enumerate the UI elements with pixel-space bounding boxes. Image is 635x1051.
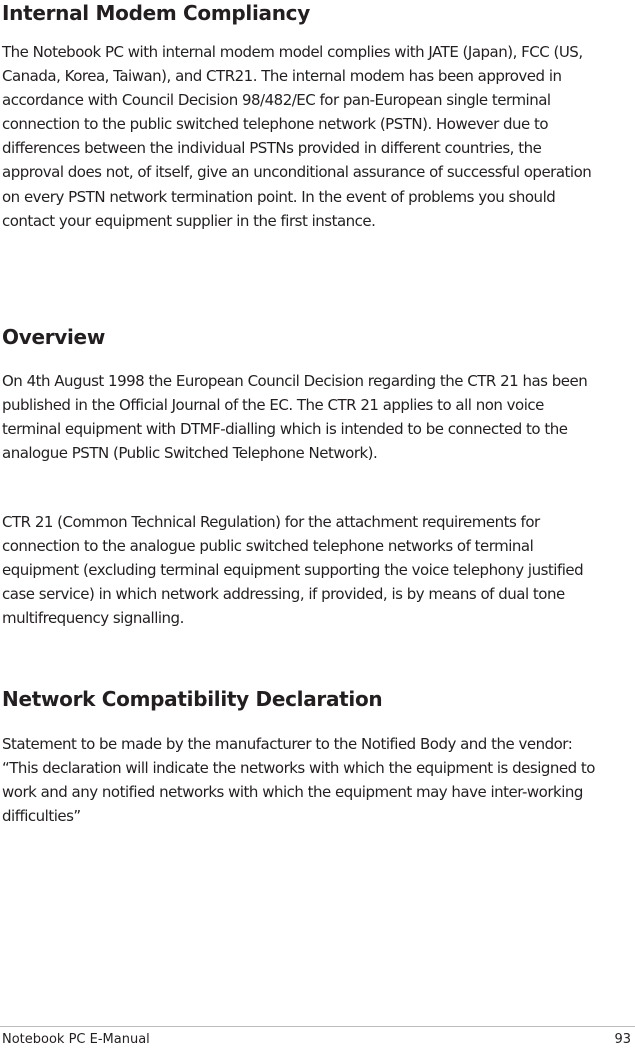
footer-manual-title: Notebook PC E-Manual xyxy=(2,1032,150,1047)
heading-network-compatibility-declaration: Network Compatibility Declaration xyxy=(2,687,383,711)
heading-overview: Overview xyxy=(2,325,106,349)
paragraph-overview-ctr21-definition: CTR 21 (Common Technical Regulation) for the attachment requirements for connection to the analogue public switched telephone networks of terminal equipment (excluding terminal equipment supporting the voice telephony justified case service) in which network addressing, if provided, is by means of dual tone multifrequency signalling. xyxy=(2,513,584,628)
paragraph-modem-compliancy: The Notebook PC with internal modem model complies with JATE (Japan), FCC (US, Canada, Korea, Taiwan), and CTR21. The internal modem has been approved in accordance with Council Decision 98/482/EC for pan-European single terminal connection to the public switched telephone network (PSTN). However due to differences between the individual PSTNs provided in different countries, the approval does not, of itself, give an unconditional assurance of successful operation on every PSTN network termination point. In the event of problems you should contact your equipment supplier in the first instance. xyxy=(2,43,592,230)
footer-divider xyxy=(0,1026,635,1027)
paragraph-network-compatibility: Statement to be made by the manufacturer to the Notified Body and the vendor: “This declaration will indicate the networks with which the equipment is designed to work and any notified networks with which the equipment may have inter-working difficulties” xyxy=(2,735,595,826)
heading-internal-modem-compliancy: Internal Modem Compliancy xyxy=(2,1,310,25)
paragraph-overview-ctr21-published: On 4th August 1998 the European Council Decision regarding the CTR 21 has been published in the Official Journal of the EC. The CTR 21 applies to all non voice terminal equipment with DTMF-dialling which is intended to be connected to the analogue PSTN (Public Switched Telephone Network). xyxy=(2,372,588,463)
footer-page-number: 93 xyxy=(614,1032,631,1047)
